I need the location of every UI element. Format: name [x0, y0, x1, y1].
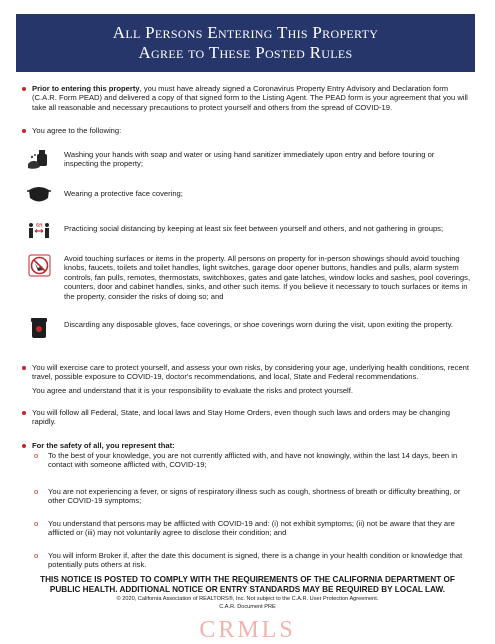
care-paragraph-2: You agree and understand that it is your responsibility to evaluate the risks and protect yourself.: [32, 386, 353, 395]
hand-sanitizer-icon: [26, 148, 52, 172]
document-id: C.A.R. Document PRE: [219, 604, 276, 610]
copyright-text: © 2020, California Association of REALTORS®, Inc. Not subject to the C.A.R. User Protection Agreement.: [116, 596, 379, 602]
watermark: CRMLS: [199, 617, 296, 643]
represent-item: You are not experiencing a fever, or signs of respiratory illness such as cough, shortness of breath or difficulty breathing, or other COVID-19 symptoms;: [48, 487, 461, 506]
bullet: [22, 87, 26, 91]
notice-text: THIS NOTICE IS POSTED TO COMPLY WITH THE REQUIREMENTS OF THE CALIFORNIA DEPARTMENT OF PUBLIC HEALTH. ADDITIONAL NOTICE OR ENTRY STANDARDS MAY BE REQUIRED BY LOCAL LAW.: [40, 575, 455, 594]
sub-bullet: o: [34, 519, 39, 528]
sub-bullet: o: [34, 451, 39, 460]
agree-lead: You agree to the following:: [32, 126, 122, 135]
laws-paragraph: You will follow all Federal, State, and local laws and Stay Home Orders, even though such laws and orders may be changing rapidly.: [32, 408, 451, 427]
bullet: [22, 411, 26, 415]
bullet: [22, 444, 26, 448]
social-distancing-icon: [26, 218, 52, 242]
safety-lead: [32, 441, 175, 450]
intro-text: , you must have already signed a Coronavirus Property Entry Advisory and Declaration form (C.A.R. Form PEAD) and delivered a copy of that signed form to the Listing Agent. The PEAD form is your agreement that you will take all reasonable and necessary precautions to protect yourself and others from the spread of COVID-19.: [32, 84, 468, 112]
care-paragraph: You will exercise care to protect yourself, and assess your own risks, by considering your age, underlying health conditions, recent travel, possible exposure to COVID-19, doctor's recommendations, and local, State and Federal recommendations.: [32, 363, 470, 382]
title-line-1: All Persons Entering This Property: [112, 23, 379, 42]
represent-item: You will inform Broker if, after the date this document is signed, there is a change in your health condition or knowledge that potentially puts others at risk.: [48, 551, 463, 570]
svg-text:6ft: 6ft: [36, 223, 43, 229]
sub-bullet: o: [34, 487, 39, 496]
rule-text: Discarding any disposable gloves, face coverings, or shoe coverings worn during the visit, upon exiting the property.: [64, 320, 454, 329]
no-touch-icon: [26, 254, 52, 278]
title-banner: [16, 14, 475, 72]
rule-text: Washing your hands with soap and water or using hand sanitizer immediately upon entry and before touring or inspecting the property;: [64, 150, 435, 169]
face-mask-icon: [26, 182, 52, 206]
intro-bold: Prior to entering this property: [32, 84, 140, 93]
bullet: [22, 129, 26, 133]
represent-item: To the best of your knowledge, you are not currently afflicted with, and have not knowingly, within the last 14 days, been in contact with someone afflicted with, COVID-19;: [48, 451, 458, 470]
title-line-2: Agree to These Posted Rules: [138, 43, 353, 62]
safety-lead-text: For the safety of all, you represent that:: [32, 441, 175, 450]
bullet: [22, 366, 26, 370]
represent-item: You understand that persons may be afflicted with COVID-19 and: (i) not exhibit symptoms; (ii) not be aware that they are afflicted or (iii) may not voluntarily agree to disclose their condition; and: [48, 519, 455, 538]
rule-text: Practicing social distancing by keeping at least six feet between yourself and others, and not gathering in groups;: [64, 224, 444, 233]
intro-paragraph: [32, 84, 472, 112]
rule-text: Wearing a protective face covering;: [64, 189, 183, 198]
rule-text: Avoid touching surfaces or items in the property. All persons on property for in-person showings should avoid touching knobs, faucets, toilets and toilet handles, light switches, garage door opener buttons, handles and pulls, alarm system controls, fan pulls, remotes, thermostats, switchboxes, gates and gate latches, window locks and sashes, pool coverings, counters, door and cabinet handles, sinks, and other such items. If you believe it necessary to touch surfaces or items in the property, consider the risks of doing so; and: [64, 254, 471, 301]
trash-bin-icon: [26, 316, 52, 340]
sub-bullet: o: [34, 551, 39, 560]
